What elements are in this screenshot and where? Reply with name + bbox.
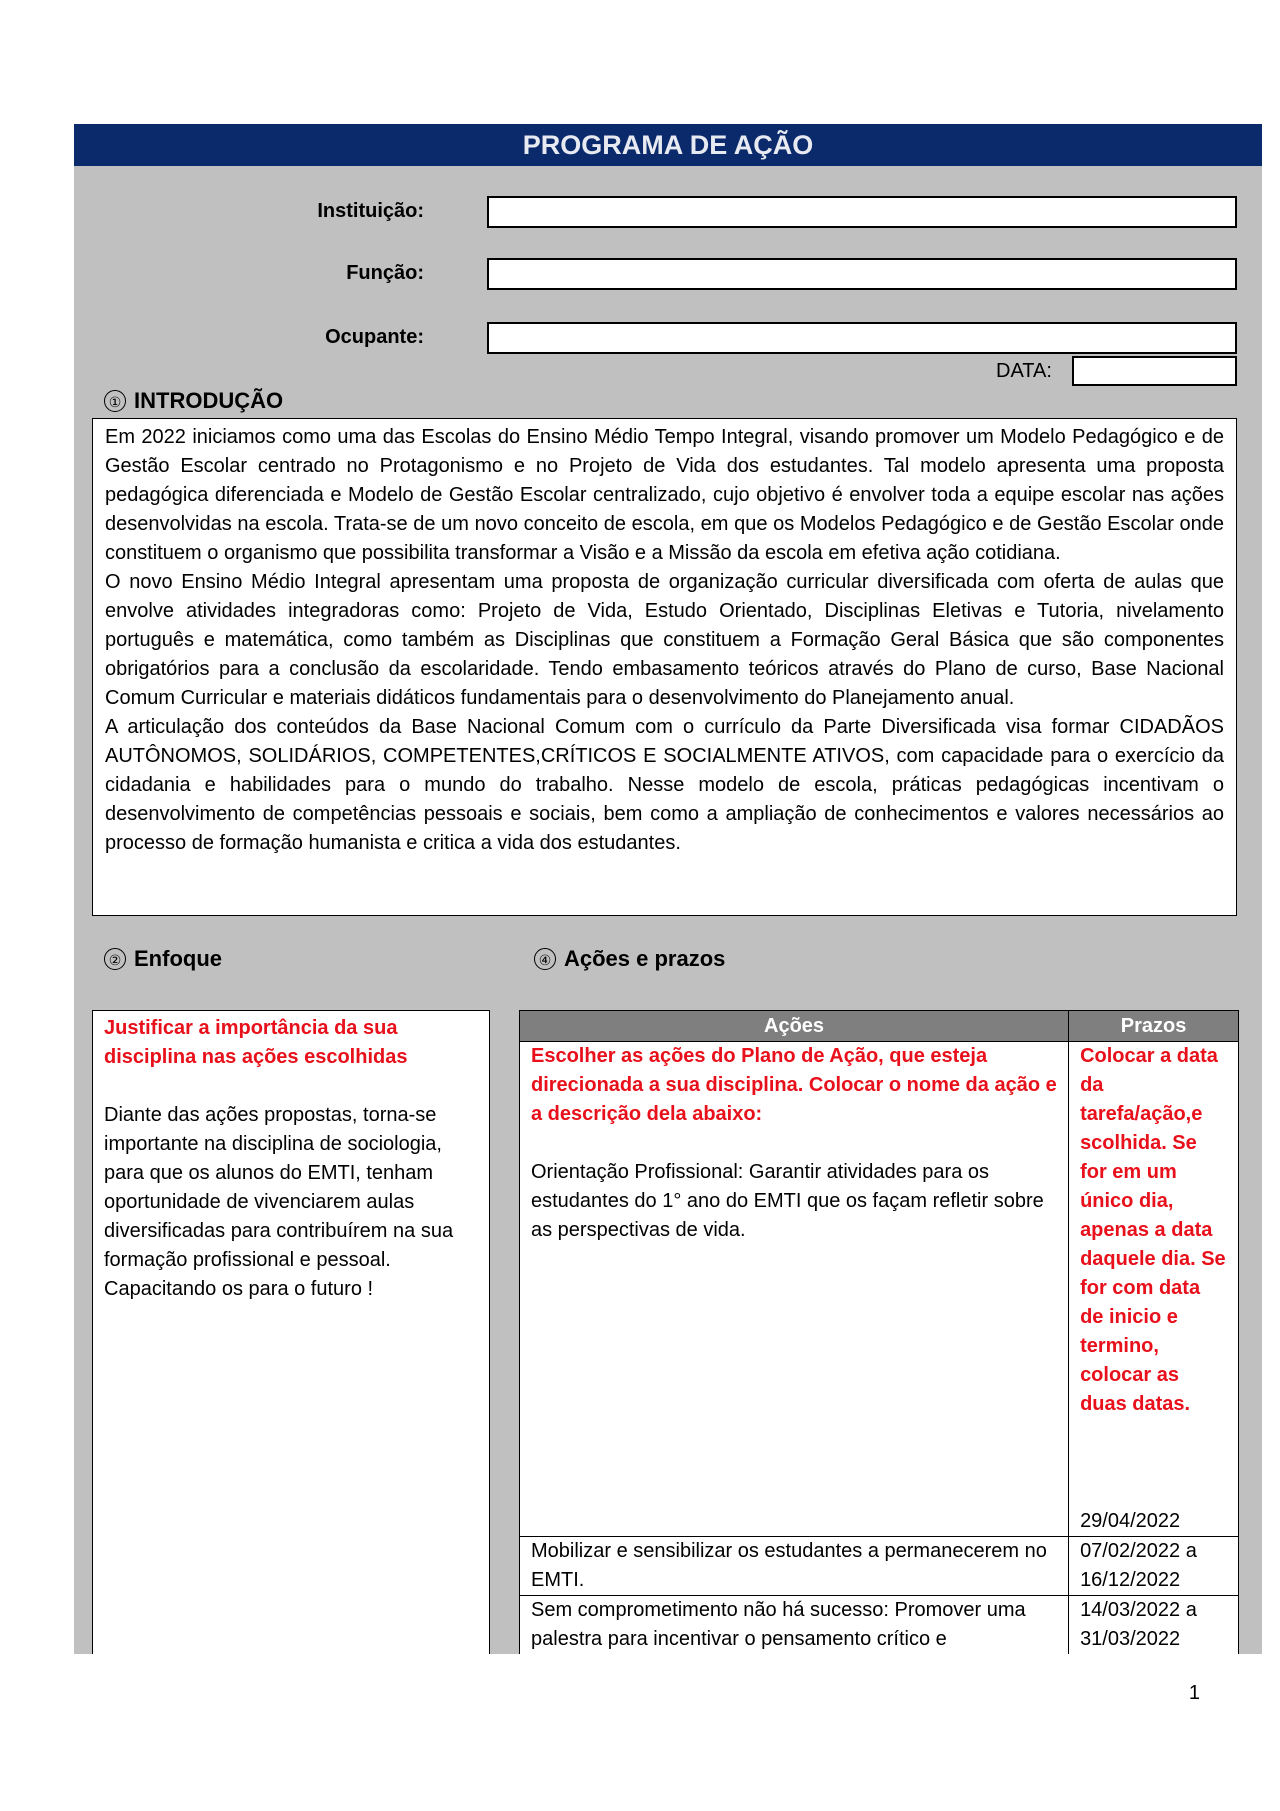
data-label: DATA: bbox=[996, 360, 1052, 382]
prazo-text: 07/02/2022 a 16/12/2022 bbox=[1069, 1537, 1239, 1596]
intro-paragraph: A articulação dos conteúdos da Base Nacional Comum com o currículo da Parte Diversificada visa formar CIDADÃOS AUTÔNOMOS, SOLIDÁRIOS, COMPETENTES,CRÍTICOS E SOCIALMENTE ATIVOS, com capacidade para o exercício da cidadania e habilidades para o mundo do trabalho. Nesse modelo de escola, práticas pedagógicas incentivam o desenvolvimento de competências pessoais e sociais, bem como a ampliação de conhecimentos e valores necessários ao processo de formação humanista e critica a vida dos estudantes. bbox=[105, 716, 1224, 854]
prazo-text: 29/04/2022 bbox=[1080, 1510, 1181, 1532]
prazos-column-header: Prazos bbox=[1069, 1011, 1239, 1042]
intro-text-box bbox=[92, 418, 1237, 916]
instituicao-field[interactable] bbox=[487, 196, 1237, 228]
prazos-instruction: Colocar a data da tarefa/ação,e scolhida. Se for em um único dia, apenas a data daquele dia. Se for com data de inicio e termino, colocar as duas datas. bbox=[1080, 1045, 1226, 1415]
number-one-icon: ① bbox=[104, 390, 126, 412]
acao-text: Mobilizar e sensibilizar os estudantes a permanecerem no EMTI. bbox=[520, 1537, 1069, 1596]
form-sheet bbox=[74, 124, 1262, 1654]
page-title: PROGRAMA DE AÇÃO bbox=[74, 124, 1262, 166]
table-row bbox=[520, 1596, 1239, 1655]
acao-text: Sem comprometimento não há sucesso: Promover uma palestra para incentivar o pensamento crítico e bbox=[520, 1596, 1069, 1655]
number-four-icon: ④ bbox=[534, 948, 556, 970]
intro-paragraph: Em 2022 iniciamos como uma das Escolas do Ensino Médio Tempo Integral, visando promover um Modelo Pedagógico e de Gestão Escolar centrado no Protagonismo e no Projeto de Vida dos estudantes. Tal modelo apresenta uma proposta pedagógica diferenciada e Modelo de Gestão Escolar centralizado, cujo objetivo é envolver toda a equipe escolar nas ações desenvolvidas na escola. Trata-se de um novo conceito de escola, em que os Modelos Pedagógico e de Gestão Escolar onde constituem o organismo que possibilita transformar a Visão e a Missão da escola em efetiva ação cotidiana. bbox=[105, 426, 1224, 564]
funcao-label: Função: bbox=[346, 262, 424, 284]
acao-text: Orientação Profissional: Garantir atividades para os estudantes do 1° ano do EMTI que os façam refletir sobre as perspectivas de vida. bbox=[531, 1161, 1044, 1241]
instituicao-label: Instituição: bbox=[317, 200, 424, 222]
enfoque-text: Diante das ações propostas, torna-se importante na disciplina de sociologia, para que os alunos do EMTI, tenham oportunidade de vivenciarem aulas diversificadas para contribuírem na sua formação profissional e pessoal. Capacitando os para o futuro ! bbox=[104, 1104, 454, 1300]
intro-paragraph: O novo Ensino Médio Integral apresentam uma proposta de organização curricular diversificada com oferta de aulas que envolve atividades integradoras como: Projeto de Vida, Estudo Orientado, Disciplinas Eletivas e Tutoria, nivelamento português e matemática, como também as Disciplinas que constituem a Formação Geral Básica que são componentes obrigatórios para a conclusão da escolaridade. Tendo embasamento teóricos através do Plano de curso, Base Nacional Comum Curricular e materiais didáticos fundamentais para o desenvolvimento do Planejamento anual. bbox=[105, 571, 1224, 709]
acoes-heading bbox=[534, 946, 725, 972]
page-number: 1 bbox=[1188, 1682, 1200, 1704]
acoes-instruction: Escolher as ações do Plano de Ação, que esteja direcionada a sua disciplina. Colocar o nome da ação e a descrição dela abaixo: bbox=[531, 1045, 1057, 1125]
data-field[interactable] bbox=[1072, 356, 1237, 386]
acoes-heading-text: Ações e prazos bbox=[564, 946, 726, 971]
ocupante-field[interactable] bbox=[487, 322, 1237, 354]
enfoque-heading bbox=[104, 946, 222, 972]
number-two-icon: ② bbox=[104, 948, 126, 970]
funcao-field[interactable] bbox=[487, 258, 1237, 290]
ocupante-label: Ocupante: bbox=[325, 326, 424, 348]
intro-heading-text: INTRODUÇÃO bbox=[134, 388, 284, 413]
prazo-text: 14/03/2022 a 31/03/2022 bbox=[1069, 1596, 1239, 1655]
intro-heading bbox=[104, 388, 283, 414]
enfoque-heading-text: Enfoque bbox=[134, 946, 222, 971]
acoes-table bbox=[519, 1010, 1239, 1654]
table-row bbox=[520, 1042, 1239, 1537]
enfoque-box bbox=[92, 1010, 490, 1654]
enfoque-instruction: Justificar a importância da sua disciplina nas ações escolhidas bbox=[104, 1017, 408, 1068]
table-row bbox=[520, 1537, 1239, 1596]
acoes-column-header: Ações bbox=[520, 1011, 1069, 1042]
